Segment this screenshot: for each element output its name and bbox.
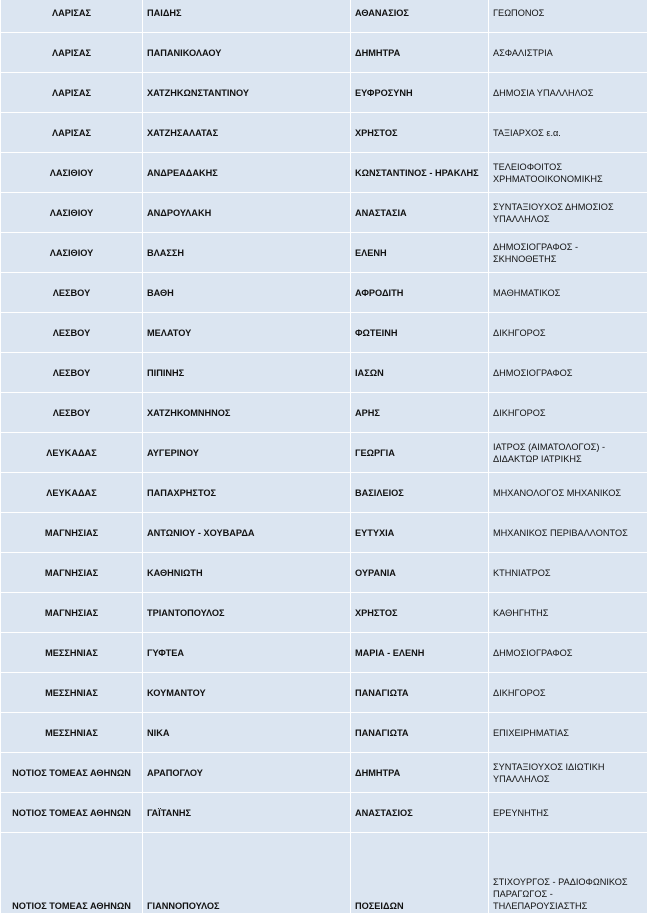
surname-cell: ΚΑΘΗΝΙΩΤΗ [143,553,351,593]
table-row [1,273,647,313]
first-name-cell: ΚΩΝΣΤΑΝΤΙΝΟΣ - ΗΡΑΚΛΗΣ [351,153,489,193]
region-cell: ΛΑΣΙΘΙΟΥ [1,193,143,233]
surname-cell: ΠΑΙΔΗΣ [143,0,351,33]
table-row [1,0,647,33]
table-row [1,713,647,753]
table-row [1,233,647,273]
surname-cell: ΝΙΚΑ [143,713,351,753]
table-row [1,313,647,353]
region-cell: ΛΕΥΚΑΔΑΣ [1,433,143,473]
occupation-cell: ΣΥΝΤΑΞΙΟΥΧΟΣ ΔΗΜΟΣΙΟΣ ΥΠΑΛΛΗΛΟΣ [489,193,647,233]
surname-cell: ΑΝΔΡΟΥΛΑΚΗ [143,193,351,233]
occupation-cell: ΜΑΘΗΜΑΤΙΚΟΣ [489,273,647,313]
occupation-cell: ΣΥΝΤΑΞΙΟΥΧΟΣ ΙΔΙΩΤΙΚΗ ΥΠΑΛΛΗΛΟΣ [489,753,647,793]
surname-cell: ΧΑΤΖΗΚΟΜΝΗΝΟΣ [143,393,351,433]
table-row [1,73,647,113]
occupation-cell: ΔΙΚΗΓΟΡΟΣ [489,673,647,713]
occupation-cell: ΤΑΞΙΑΡΧΟΣ ε.α. [489,113,647,153]
first-name-cell: ΔΗΜΗΤΡΑ [351,33,489,73]
region-cell: ΝΟΤΙΟΣ ΤΟΜΕΑΣ ΑΘΗΝΩΝ [1,833,143,914]
occupation-cell: ΔΙΚΗΓΟΡΟΣ [489,393,647,433]
first-name-cell: ΑΦΡΟΔΙΤΗ [351,273,489,313]
surname-cell: ΒΑΘΗ [143,273,351,313]
first-name-cell: ΠΟΣΕΙΔΩΝ [351,833,489,914]
first-name-cell: ΧΡΗΣΤΟΣ [351,593,489,633]
table-row [1,753,647,793]
region-cell: ΛΕΣΒΟΥ [1,393,143,433]
surname-cell: ΑΝΤΩΝΙΟΥ - ΧΟΥΒΑΡΔΑ [143,513,351,553]
table-row [1,113,647,153]
surname-cell: ΚΟΥΜΑΝΤΟΥ [143,673,351,713]
surname-cell: ΑΝΔΡΕΑΔΑΚΗΣ [143,153,351,193]
occupation-cell: ΕΠΙΧΕΙΡΗΜΑΤΙΑΣ [489,713,647,753]
region-cell: ΛΑΡΙΣΑΣ [1,33,143,73]
occupation-cell: ΑΣΦΑΛΙΣΤΡΙΑ [489,33,647,73]
table-row [1,393,647,433]
first-name-cell: ΠΑΝΑΓΙΩΤΑ [351,673,489,713]
surname-cell: ΠΑΠΑΧΡΗΣΤΟΣ [143,473,351,513]
surname-cell: ΒΛΑΣΣΗ [143,233,351,273]
surname-cell: ΓΙΑΝΝΟΠΟΥΛΟΣ [143,833,351,914]
surname-cell: ΧΑΤΖΗΣΑΛΑΤΑΣ [143,113,351,153]
occupation-cell: ΔΗΜΟΣΙΑ ΥΠΑΛΛΗΛΟΣ [489,73,647,113]
surname-cell: ΠΙΠΙΝΗΣ [143,353,351,393]
surname-cell: ΑΥΓΕΡΙΝΟΥ [143,433,351,473]
occupation-cell: ΜΗΧΑΝΟΛΟΓΟΣ ΜΗΧΑΝΙΚΟΣ [489,473,647,513]
table-row [1,433,647,473]
occupation-cell: ΓΕΩΠΟΝΟΣ [489,0,647,33]
first-name-cell: ΠΑΝΑΓΙΩΤΑ [351,713,489,753]
region-cell: ΛΕΥΚΑΔΑΣ [1,473,143,513]
first-name-cell: ΟΥΡΑΝΙΑ [351,553,489,593]
surname-cell: ΑΡΑΠΟΓΛΟΥ [143,753,351,793]
occupation-cell: ΙΑΤΡΟΣ (ΑΙΜΑΤΟΛΟΓΟΣ) - ΔΙΔΑΚΤΩΡ ΙΑΤΡΙΚΗΣ [489,433,647,473]
first-name-cell: ΕΥΦΡΟΣΥΝΗ [351,73,489,113]
region-cell: ΜΑΓΝΗΣΙΑΣ [1,513,143,553]
occupation-cell: ΔΗΜΟΣΙΟΓΡΑΦΟΣ - ΣΚΗΝΟΘΕΤΗΣ [489,233,647,273]
table-row [1,153,647,193]
first-name-cell: ΙΑΣΩΝ [351,353,489,393]
region-cell: ΛΑΣΙΘΙΟΥ [1,233,143,273]
first-name-cell: ΓΕΩΡΓΙΑ [351,433,489,473]
surname-cell: ΧΑΤΖΗΚΩΝΣΤΑΝΤΙΝΟΥ [143,73,351,113]
first-name-cell: ΕΥΤΥΧΙΑ [351,513,489,553]
table-row [1,673,647,713]
region-cell: ΜΑΓΝΗΣΙΑΣ [1,593,143,633]
first-name-cell: ΑΡΗΣ [351,393,489,433]
occupation-cell: ΔΙΚΗΓΟΡΟΣ [489,313,647,353]
first-name-cell: ΕΛΕΝΗ [351,233,489,273]
first-name-cell: ΑΝΑΣΤΑΣΙΑ [351,193,489,233]
table-row [1,33,647,73]
region-cell: ΛΑΡΙΣΑΣ [1,0,143,33]
first-name-cell: ΜΑΡΙΑ - ΕΛΕΝΗ [351,633,489,673]
surname-cell: ΜΕΛΑΤΟΥ [143,313,351,353]
table-row [1,473,647,513]
region-cell: ΜΑΓΝΗΣΙΑΣ [1,553,143,593]
surname-cell: ΤΡΙΑΝΤΟΠΟΥΛΟΣ [143,593,351,633]
region-cell: ΛΕΣΒΟΥ [1,353,143,393]
table-row [1,553,647,593]
region-cell: ΛΑΡΙΣΑΣ [1,73,143,113]
first-name-cell: ΑΝΑΣΤΑΣΙΟΣ [351,793,489,833]
table-row [1,593,647,633]
occupation-cell: ΔΗΜΟΣΙΟΓΡΑΦΟΣ [489,633,647,673]
region-cell: ΛΑΣΙΘΙΟΥ [1,153,143,193]
table-row [1,833,647,914]
occupation-cell: ΚΑΘΗΓΗΤΗΣ [489,593,647,633]
occupation-cell: ΕΡΕΥΝΗΤΗΣ [489,793,647,833]
occupation-cell: ΣΤΙΧΟΥΡΓΟΣ - ΡΑΔΙΟΦΩΝΙΚΟΣ ΠΑΡΑΓΩΓΟΣ - ΤΗΛΕΠΑΡΟΥΣΙΑΣΤΗΣ [489,833,647,914]
table-row [1,193,647,233]
occupation-cell: ΤΕΛΕΙΟΦΟΙΤΟΣ ΧΡΗΜΑΤΟΟΙΚΟΝΟΜΙΚΗΣ [489,153,647,193]
first-name-cell: ΑΘΑΝΑΣΙΟΣ [351,0,489,33]
region-cell: ΜΕΣΣΗΝΙΑΣ [1,673,143,713]
region-cell: ΜΕΣΣΗΝΙΑΣ [1,633,143,673]
region-cell: ΛΑΡΙΣΑΣ [1,113,143,153]
surname-cell: ΠΑΠΑΝΙΚΟΛΑΟΥ [143,33,351,73]
surname-cell: ΓΑΪΤΑΝΗΣ [143,793,351,833]
surname-cell: ΓΥΦΤΕΑ [143,633,351,673]
first-name-cell: ΔΗΜΗΤΡΑ [351,753,489,793]
occupation-cell: ΜΗΧΑΝΙΚΟΣ ΠΕΡΙΒΑΛΛΟΝΤΟΣ [489,513,647,553]
first-name-cell: ΦΩΤΕΙΝΗ [351,313,489,353]
first-name-cell: ΧΡΗΣΤΟΣ [351,113,489,153]
occupation-cell: ΔΗΜΟΣΙΟΓΡΑΦΟΣ [489,353,647,393]
table-row [1,633,647,673]
first-name-cell: ΒΑΣΙΛΕΙΟΣ [351,473,489,513]
region-cell: ΝΟΤΙΟΣ ΤΟΜΕΑΣ ΑΘΗΝΩΝ [1,793,143,833]
table-row [1,793,647,833]
region-cell: ΜΕΣΣΗΝΙΑΣ [1,713,143,753]
region-cell: ΛΕΣΒΟΥ [1,273,143,313]
table-row [1,513,647,553]
table-row [1,353,647,393]
region-cell: ΝΟΤΙΟΣ ΤΟΜΕΑΣ ΑΘΗΝΩΝ [1,753,143,793]
occupation-cell: ΚΤΗΝΙΑΤΡΟΣ [489,553,647,593]
region-cell: ΛΕΣΒΟΥ [1,313,143,353]
